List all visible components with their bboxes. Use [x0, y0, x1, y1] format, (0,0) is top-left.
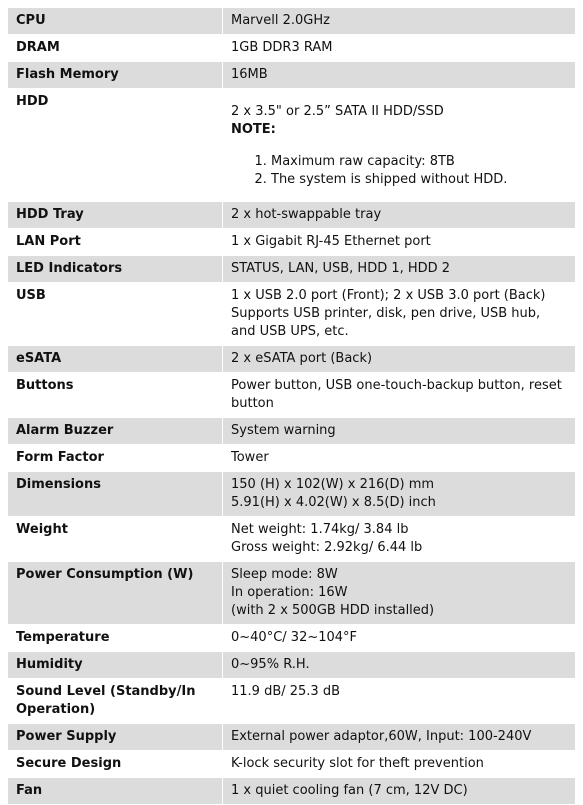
spec-row-dimensions: [8, 472, 576, 517]
spec-value-hdd: [223, 89, 576, 202]
spec-label: Weight: [8, 517, 223, 562]
spec-row-hdd: [8, 89, 576, 202]
spec-label: Temperature: [8, 625, 223, 652]
spec-value: Tower: [223, 445, 576, 472]
spec-row-buttons: [8, 373, 576, 418]
spec-value: External power adaptor,60W, Input: 100-240V: [223, 724, 576, 751]
spec-row-form-factor: [8, 445, 576, 472]
spec-label: eSATA: [8, 346, 223, 373]
value-line: In operation: 16W: [231, 585, 348, 600]
note-item: 2. The system is shipped without HDD.: [271, 171, 567, 189]
spec-label: Sound Level (Standby/In Operation): [8, 679, 223, 724]
spec-value: 1 x Gigabit RJ-45 Ethernet port: [223, 229, 576, 256]
note-list: [231, 153, 567, 189]
spec-row-sound-level: [8, 679, 576, 724]
spec-row-usb: [8, 283, 576, 346]
spec-row-cpu: [8, 8, 576, 35]
spec-row-fan: [8, 778, 576, 805]
value-line: 5.91(H) x 4.02(W) x 8.5(D) inch: [231, 495, 436, 510]
spec-row-lan-port: [8, 229, 576, 256]
spec-value: [223, 283, 576, 346]
spec-label: Flash Memory: [8, 62, 223, 89]
spec-value: K-lock security slot for theft prevention: [223, 751, 576, 778]
spec-row-humidity: [8, 652, 576, 679]
value-line: Supports USB printer, disk, pen drive, USB hub, and USB UPS, etc.: [231, 306, 541, 339]
spec-value: Power button, USB one-touch-backup button, reset button: [223, 373, 576, 418]
spec-value: [223, 472, 576, 517]
spec-label: LAN Port: [8, 229, 223, 256]
spec-value: 1 x quiet cooling fan (7 cm, 12V DC): [223, 778, 576, 805]
spec-label: USB: [8, 283, 223, 346]
spec-value: 2 x hot-swappable tray: [223, 202, 576, 229]
spec-value: 0~95% R.H.: [223, 652, 576, 679]
spec-row-led-indicators: [8, 256, 576, 283]
note-item: 1. Maximum raw capacity: 8TB: [271, 153, 567, 171]
spec-label: Fan: [8, 778, 223, 805]
value-line: Gross weight: 2.92kg/ 6.44 lb: [231, 540, 423, 555]
value-line: Sleep mode: 8W: [231, 567, 338, 582]
spec-value: 2 x eSATA port (Back): [223, 346, 576, 373]
spec-row-flash-memory: [8, 62, 576, 89]
spec-label: Alarm Buzzer: [8, 418, 223, 445]
note-label: NOTE:: [231, 122, 276, 137]
spec-value: [223, 517, 576, 562]
spec-row-esata: [8, 346, 576, 373]
spec-value: [223, 562, 576, 625]
spec-label: LED Indicators: [8, 256, 223, 283]
spec-label: CPU: [8, 8, 223, 35]
spec-table: [7, 7, 576, 805]
spec-row-secure-design: [8, 751, 576, 778]
spec-label: HDD: [8, 89, 223, 202]
spec-label: Form Factor: [8, 445, 223, 472]
spec-label: Power Consumption (W): [8, 562, 223, 625]
spec-value: 0~40°C/ 32~104°F: [223, 625, 576, 652]
spec-label: HDD Tray: [8, 202, 223, 229]
spec-label: Power Supply: [8, 724, 223, 751]
spec-value: 1GB DDR3 RAM: [223, 35, 576, 62]
value-line: 1 x USB 2.0 port (Front); 2 x USB 3.0 port (Back): [231, 288, 546, 303]
spec-row-power-consumption: [8, 562, 576, 625]
spec-row-power-supply: [8, 724, 576, 751]
spec-label: Secure Design: [8, 751, 223, 778]
spec-row-temperature: [8, 625, 576, 652]
hdd-value: 2 x 3.5" or 2.5” SATA II HDD/SSD: [231, 104, 444, 119]
spec-label: Buttons: [8, 373, 223, 418]
spec-row-weight: [8, 517, 576, 562]
spec-row-dram: [8, 35, 576, 62]
spec-row-alarm-buzzer: [8, 418, 576, 445]
value-line: 150 (H) x 102(W) x 216(D) mm: [231, 477, 435, 492]
value-line: Net weight: 1.74kg/ 3.84 lb: [231, 522, 409, 537]
spec-value: Marvell 2.0GHz: [223, 8, 576, 35]
spec-label: Humidity: [8, 652, 223, 679]
spec-value: 11.9 dB/ 25.3 dB: [223, 679, 576, 724]
spec-label: DRAM: [8, 35, 223, 62]
value-line: (with 2 x 500GB HDD installed): [231, 603, 435, 618]
spacer: [231, 93, 567, 103]
spec-value: System warning: [223, 418, 576, 445]
spec-row-hdd-tray: [8, 202, 576, 229]
spec-value: 16MB: [223, 62, 576, 89]
spec-value: STATUS, LAN, USB, HDD 1, HDD 2: [223, 256, 576, 283]
spec-label: Dimensions: [8, 472, 223, 517]
